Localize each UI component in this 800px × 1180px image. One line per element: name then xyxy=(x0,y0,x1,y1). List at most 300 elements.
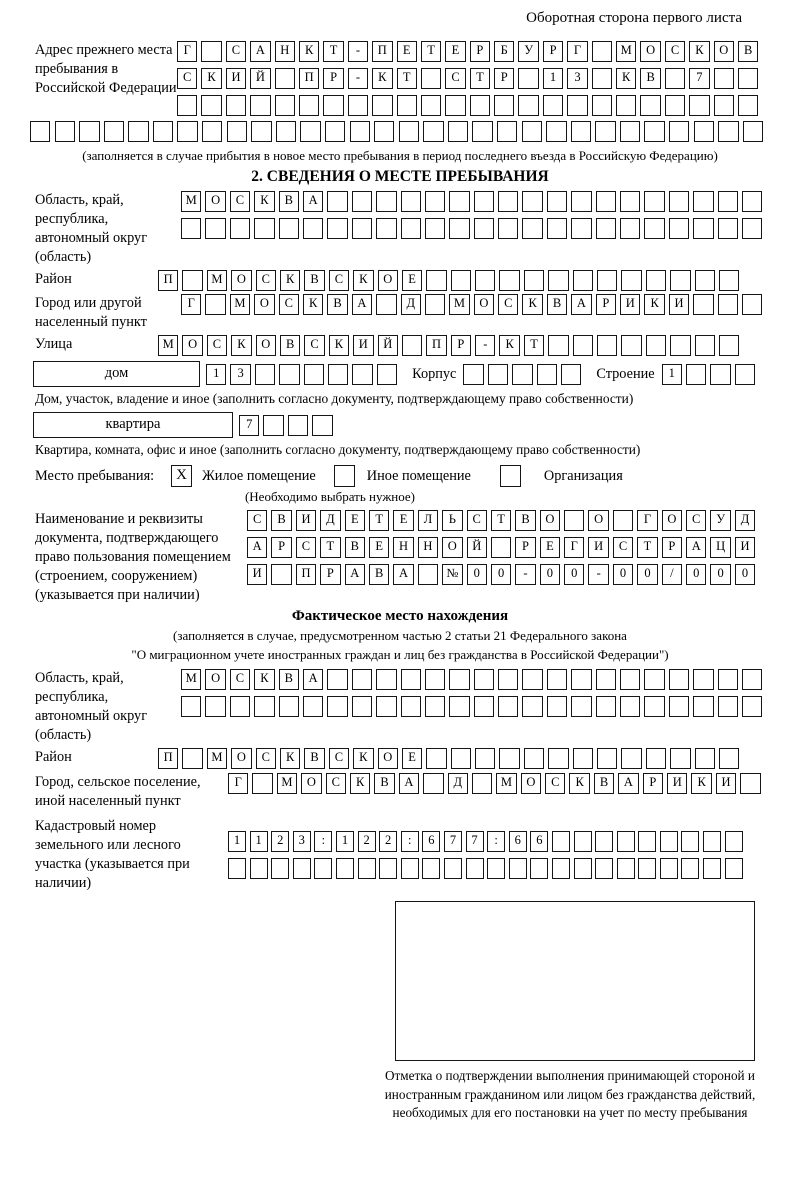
checkbox-org xyxy=(500,465,521,487)
char-cell: И xyxy=(296,510,316,531)
char-cell xyxy=(524,270,544,291)
char-cell: В xyxy=(515,510,535,531)
char-cell: П xyxy=(372,41,392,62)
char-cell xyxy=(596,218,616,239)
char-cell xyxy=(250,95,270,116)
char-cell xyxy=(571,121,591,142)
char-cell xyxy=(201,41,221,62)
char-cell: В xyxy=(640,68,660,89)
char-cell xyxy=(644,218,664,239)
char-cell xyxy=(596,669,616,690)
char-cell xyxy=(571,218,591,239)
char-cell xyxy=(718,669,738,690)
char-cell xyxy=(742,294,762,315)
oblast-row-2 xyxy=(181,218,766,239)
char-cell: Т xyxy=(397,68,417,89)
char-cell: С xyxy=(545,773,565,794)
char-cell: К xyxy=(372,68,392,89)
char-cell: 1 xyxy=(662,364,682,385)
char-cell: К xyxy=(280,270,300,291)
char-cell xyxy=(300,121,320,142)
char-cell: Б xyxy=(494,41,514,62)
char-cell xyxy=(742,669,762,690)
char-cell: М xyxy=(616,41,636,62)
char-cell: В xyxy=(738,41,758,62)
char-cell: С xyxy=(279,294,299,315)
char-cell: Д xyxy=(735,510,755,531)
char-cell: 7 xyxy=(239,415,259,436)
char-cell xyxy=(573,335,593,356)
char-cell: Т xyxy=(320,537,340,558)
char-cell: С xyxy=(613,537,633,558)
char-cell: А xyxy=(303,191,323,212)
char-cell xyxy=(738,95,758,116)
char-cell: Г xyxy=(637,510,657,531)
char-cell: Л xyxy=(418,510,438,531)
char-cell xyxy=(230,218,250,239)
char-cell: Т xyxy=(491,510,511,531)
char-cell xyxy=(522,191,542,212)
prev-address-row-2 xyxy=(177,68,762,89)
char-cell xyxy=(250,858,268,879)
char-cell: И xyxy=(735,537,755,558)
char-cell xyxy=(376,294,396,315)
char-cell: М xyxy=(181,191,201,212)
char-cell xyxy=(718,218,738,239)
char-cell xyxy=(401,218,421,239)
char-cell xyxy=(561,364,581,385)
char-cell: И xyxy=(620,294,640,315)
char-cell: 0 xyxy=(467,564,487,585)
char-cell: И xyxy=(588,537,608,558)
char-cell xyxy=(425,218,445,239)
char-cell xyxy=(613,510,633,531)
option-zhiloe-label: Жилое помещение xyxy=(202,467,316,484)
char-cell xyxy=(228,858,246,879)
char-cell xyxy=(592,68,612,89)
char-cell xyxy=(279,696,299,717)
char-cell: К xyxy=(616,68,636,89)
char-cell xyxy=(55,121,75,142)
char-cell xyxy=(742,696,762,717)
char-cell: М xyxy=(230,294,250,315)
char-cell xyxy=(463,364,483,385)
char-cell xyxy=(522,218,542,239)
char-cell xyxy=(693,294,713,315)
char-cell xyxy=(498,218,518,239)
char-cell xyxy=(621,270,641,291)
char-cell xyxy=(30,121,50,142)
char-cell: Г xyxy=(181,294,201,315)
char-cell: С xyxy=(296,537,316,558)
fact-gorod-block xyxy=(30,773,770,811)
char-cell xyxy=(252,773,272,794)
option-org-label: Организация xyxy=(543,467,623,484)
char-cell xyxy=(128,121,148,142)
char-cell: А xyxy=(399,773,419,794)
checkbox-zhiloe: Х xyxy=(171,465,192,487)
char-cell xyxy=(104,121,124,142)
char-cell: И xyxy=(667,773,687,794)
char-cell: О xyxy=(378,270,398,291)
char-cell xyxy=(474,191,494,212)
char-cell: А xyxy=(250,41,270,62)
char-cell: Д xyxy=(448,773,468,794)
char-cell xyxy=(202,121,222,142)
char-cell xyxy=(425,191,445,212)
char-cell xyxy=(620,696,640,717)
char-cell xyxy=(548,270,568,291)
char-cell xyxy=(695,270,715,291)
char-cell: Е xyxy=(445,41,465,62)
char-cell: Д xyxy=(401,294,421,315)
char-cell: С xyxy=(207,335,227,356)
char-cell xyxy=(275,95,295,116)
char-cell xyxy=(595,121,615,142)
char-cell xyxy=(644,121,664,142)
char-cell: 2 xyxy=(379,831,397,852)
char-cell xyxy=(537,364,557,385)
char-cell xyxy=(205,218,225,239)
char-cell: В xyxy=(594,773,614,794)
option-inoe-label: Иное помещение xyxy=(366,467,471,484)
char-cell xyxy=(669,696,689,717)
oblast-label: Область, край, республика, автономный округ (область) xyxy=(35,192,148,265)
char-cell: 1 xyxy=(336,831,354,852)
char-cell xyxy=(644,669,664,690)
char-cell: К xyxy=(353,270,373,291)
stamp-caption: Отметка о подтверждении выполнения принимающей стороной и иностранным гражданином или лицом без гражданства действий, необходимых для его постановки на учет по месту пребывания xyxy=(384,1068,756,1121)
char-cell xyxy=(299,95,319,116)
char-cell: С xyxy=(498,294,518,315)
char-cell xyxy=(423,773,443,794)
char-cell xyxy=(638,831,656,852)
fact-oblast-block xyxy=(30,669,770,745)
char-cell: С xyxy=(247,510,267,531)
char-cell xyxy=(376,218,396,239)
char-cell xyxy=(564,510,584,531)
char-cell xyxy=(497,121,517,142)
char-cell xyxy=(279,218,299,239)
char-cell xyxy=(646,335,666,356)
char-cell xyxy=(498,669,518,690)
char-cell xyxy=(327,218,347,239)
char-cell xyxy=(423,121,443,142)
char-cell xyxy=(494,95,514,116)
char-cell xyxy=(638,858,656,879)
char-cell xyxy=(421,68,441,89)
char-cell: Й xyxy=(467,537,487,558)
char-cell: О xyxy=(378,748,398,769)
char-cell xyxy=(449,218,469,239)
char-cell xyxy=(547,191,567,212)
char-cell xyxy=(644,696,664,717)
char-cell xyxy=(352,364,372,385)
char-cell: К xyxy=(280,748,300,769)
char-cell: К xyxy=(644,294,664,315)
char-cell xyxy=(742,191,762,212)
char-cell xyxy=(182,270,202,291)
dom-caption: Дом, участок, владение и иное (заполнить согласно документу, подтверждающему право собственности) xyxy=(35,391,634,406)
char-cell xyxy=(399,121,419,142)
char-cell: П xyxy=(426,335,446,356)
char-cell xyxy=(491,537,511,558)
char-cell xyxy=(303,696,323,717)
char-cell xyxy=(377,364,397,385)
char-cell: О xyxy=(714,41,734,62)
fact-oblast-row-2 xyxy=(181,696,766,717)
char-cell: А xyxy=(618,773,638,794)
char-cell xyxy=(640,95,660,116)
char-cell xyxy=(548,335,568,356)
char-cell xyxy=(205,294,225,315)
char-cell xyxy=(401,191,421,212)
char-cell: В xyxy=(327,294,347,315)
kvartira-cells xyxy=(239,415,337,436)
char-cell xyxy=(451,748,471,769)
char-cell xyxy=(552,858,570,879)
char-cell: Г xyxy=(564,537,584,558)
char-cell: Ь xyxy=(442,510,462,531)
char-cell xyxy=(522,696,542,717)
char-cell xyxy=(703,831,721,852)
char-cell: Р xyxy=(662,537,682,558)
char-cell xyxy=(522,121,542,142)
char-cell xyxy=(352,696,372,717)
char-cell xyxy=(352,669,372,690)
char-cell: - xyxy=(515,564,535,585)
char-cell xyxy=(512,364,532,385)
char-cell xyxy=(547,669,567,690)
char-cell xyxy=(358,858,376,879)
char-cell: И xyxy=(716,773,736,794)
char-cell: Р xyxy=(470,41,490,62)
char-cell xyxy=(621,335,641,356)
char-cell: Р xyxy=(643,773,663,794)
char-cell xyxy=(425,696,445,717)
char-cell: В xyxy=(369,564,389,585)
char-cell xyxy=(573,748,593,769)
char-cell xyxy=(426,748,446,769)
char-cell xyxy=(714,68,734,89)
kvartira-caption: Квартира, комната, офис и иное (заполнить согласно документу, подтверждающему право собственности) xyxy=(35,442,641,457)
char-cell xyxy=(552,831,570,852)
char-cell: / xyxy=(662,564,682,585)
char-cell xyxy=(719,335,739,356)
char-cell xyxy=(669,191,689,212)
char-cell: О xyxy=(231,748,251,769)
char-cell xyxy=(694,121,714,142)
char-cell: М xyxy=(158,335,178,356)
char-cell: О xyxy=(521,773,541,794)
char-cell: М xyxy=(207,748,227,769)
char-cell xyxy=(348,95,368,116)
char-cell xyxy=(596,696,616,717)
gorod-label: Город или другой населенный пункт xyxy=(35,295,147,330)
char-cell xyxy=(205,696,225,717)
char-cell: Е xyxy=(397,41,417,62)
char-cell: К xyxy=(303,294,323,315)
char-cell: Р xyxy=(323,68,343,89)
char-cell: И xyxy=(669,294,689,315)
char-cell: 1 xyxy=(543,68,563,89)
kadastr-row-2 xyxy=(228,858,746,879)
char-cell: К xyxy=(254,669,274,690)
char-cell xyxy=(181,218,201,239)
char-cell: О xyxy=(474,294,494,315)
char-cell xyxy=(498,696,518,717)
char-cell: В xyxy=(547,294,567,315)
char-cell: Т xyxy=(369,510,389,531)
char-cell: А xyxy=(247,537,267,558)
char-cell xyxy=(518,68,538,89)
char-cell xyxy=(660,831,678,852)
kadastr-label: Кадастровый номер земельного или лесного участка (указывается при наличии) xyxy=(35,818,190,891)
dom-box: дом xyxy=(33,361,200,387)
char-cell: П xyxy=(158,270,178,291)
char-cell xyxy=(271,858,289,879)
char-cell xyxy=(546,121,566,142)
char-cell xyxy=(718,294,738,315)
char-cell: 1 xyxy=(228,831,246,852)
char-cell: Р xyxy=(494,68,514,89)
char-cell xyxy=(251,121,271,142)
char-cell xyxy=(374,121,394,142)
char-cell xyxy=(686,364,706,385)
char-cell xyxy=(710,364,730,385)
char-cell: С xyxy=(304,335,324,356)
char-cell xyxy=(620,669,640,690)
prev-address-row-1 xyxy=(177,41,762,62)
char-cell xyxy=(499,748,519,769)
char-cell xyxy=(226,95,246,116)
char-cell: - xyxy=(588,564,608,585)
char-cell xyxy=(448,121,468,142)
ulitsa-label: Улица xyxy=(35,336,73,352)
char-cell xyxy=(254,218,274,239)
char-cell xyxy=(279,364,299,385)
char-cell xyxy=(263,415,283,436)
char-cell xyxy=(352,218,372,239)
char-cell: К xyxy=(353,748,373,769)
kadastr-row-1 xyxy=(228,831,746,852)
char-cell xyxy=(571,191,591,212)
char-cell: И xyxy=(226,68,246,89)
char-cell xyxy=(451,270,471,291)
char-cell: - xyxy=(348,41,368,62)
char-cell: Р xyxy=(596,294,616,315)
fact-oblast-label: Область, край, республика, автономный округ (область) xyxy=(35,670,148,743)
char-cell xyxy=(376,696,396,717)
char-cell: У xyxy=(710,510,730,531)
char-cell xyxy=(703,858,721,879)
char-cell xyxy=(689,95,709,116)
char-cell: 2 xyxy=(358,831,376,852)
char-cell xyxy=(327,191,347,212)
char-cell xyxy=(524,748,544,769)
char-cell xyxy=(372,95,392,116)
char-cell: О xyxy=(205,191,225,212)
rayon-row xyxy=(158,270,743,291)
char-cell: Й xyxy=(250,68,270,89)
char-cell xyxy=(402,335,422,356)
char-cell xyxy=(425,669,445,690)
char-cell xyxy=(293,858,311,879)
char-cell xyxy=(475,270,495,291)
gorod-row xyxy=(181,294,766,315)
char-cell xyxy=(695,748,715,769)
char-cell: С xyxy=(230,191,250,212)
char-cell: М xyxy=(277,773,297,794)
char-cell xyxy=(597,748,617,769)
char-cell: Е xyxy=(393,510,413,531)
char-cell: В xyxy=(374,773,394,794)
char-cell: 0 xyxy=(540,564,560,585)
char-cell: С xyxy=(445,68,465,89)
char-cell xyxy=(227,121,247,142)
fact-rayon-row xyxy=(158,748,743,769)
fact-gorod-row xyxy=(228,773,765,794)
char-cell: С xyxy=(329,748,349,769)
char-cell: О xyxy=(256,335,276,356)
char-cell: 6 xyxy=(509,831,527,852)
char-cell: Р xyxy=(515,537,535,558)
char-cell xyxy=(597,335,617,356)
char-cell xyxy=(669,669,689,690)
char-cell: М xyxy=(449,294,469,315)
char-cell xyxy=(660,858,678,879)
char-cell xyxy=(595,858,613,879)
char-cell: Н xyxy=(275,41,295,62)
char-cell xyxy=(255,364,275,385)
char-cell xyxy=(271,564,291,585)
char-cell xyxy=(422,858,440,879)
kvartira-row xyxy=(30,412,770,438)
char-cell: Й xyxy=(378,335,398,356)
char-cell xyxy=(670,748,690,769)
char-cell xyxy=(325,121,345,142)
char-cell xyxy=(718,696,738,717)
section2-title: 2. СВЕДЕНИЯ О МЕСТЕ ПРЕБЫВАНИЯ xyxy=(251,168,549,185)
char-cell: О xyxy=(254,294,274,315)
char-cell xyxy=(327,696,347,717)
char-cell: 0 xyxy=(491,564,511,585)
char-cell xyxy=(669,121,689,142)
ulitsa-row xyxy=(158,335,743,356)
stroenie-cells xyxy=(662,364,760,385)
char-cell: О xyxy=(231,270,251,291)
char-cell xyxy=(571,696,591,717)
char-cell: Р xyxy=(543,41,563,62)
rayon-label: Район xyxy=(35,271,72,287)
char-cell: С xyxy=(326,773,346,794)
char-cell: Г xyxy=(177,41,197,62)
char-cell: Т xyxy=(524,335,544,356)
char-cell xyxy=(153,121,173,142)
char-cell: 1 xyxy=(206,364,226,385)
char-cell xyxy=(681,858,699,879)
char-cell xyxy=(466,858,484,879)
char-cell: 0 xyxy=(613,564,633,585)
char-cell xyxy=(693,191,713,212)
char-cell xyxy=(418,564,438,585)
char-cell xyxy=(617,858,635,879)
char-cell xyxy=(718,191,738,212)
char-cell xyxy=(693,696,713,717)
char-cell: В xyxy=(271,510,291,531)
char-cell: К xyxy=(691,773,711,794)
char-cell: : xyxy=(314,831,332,852)
